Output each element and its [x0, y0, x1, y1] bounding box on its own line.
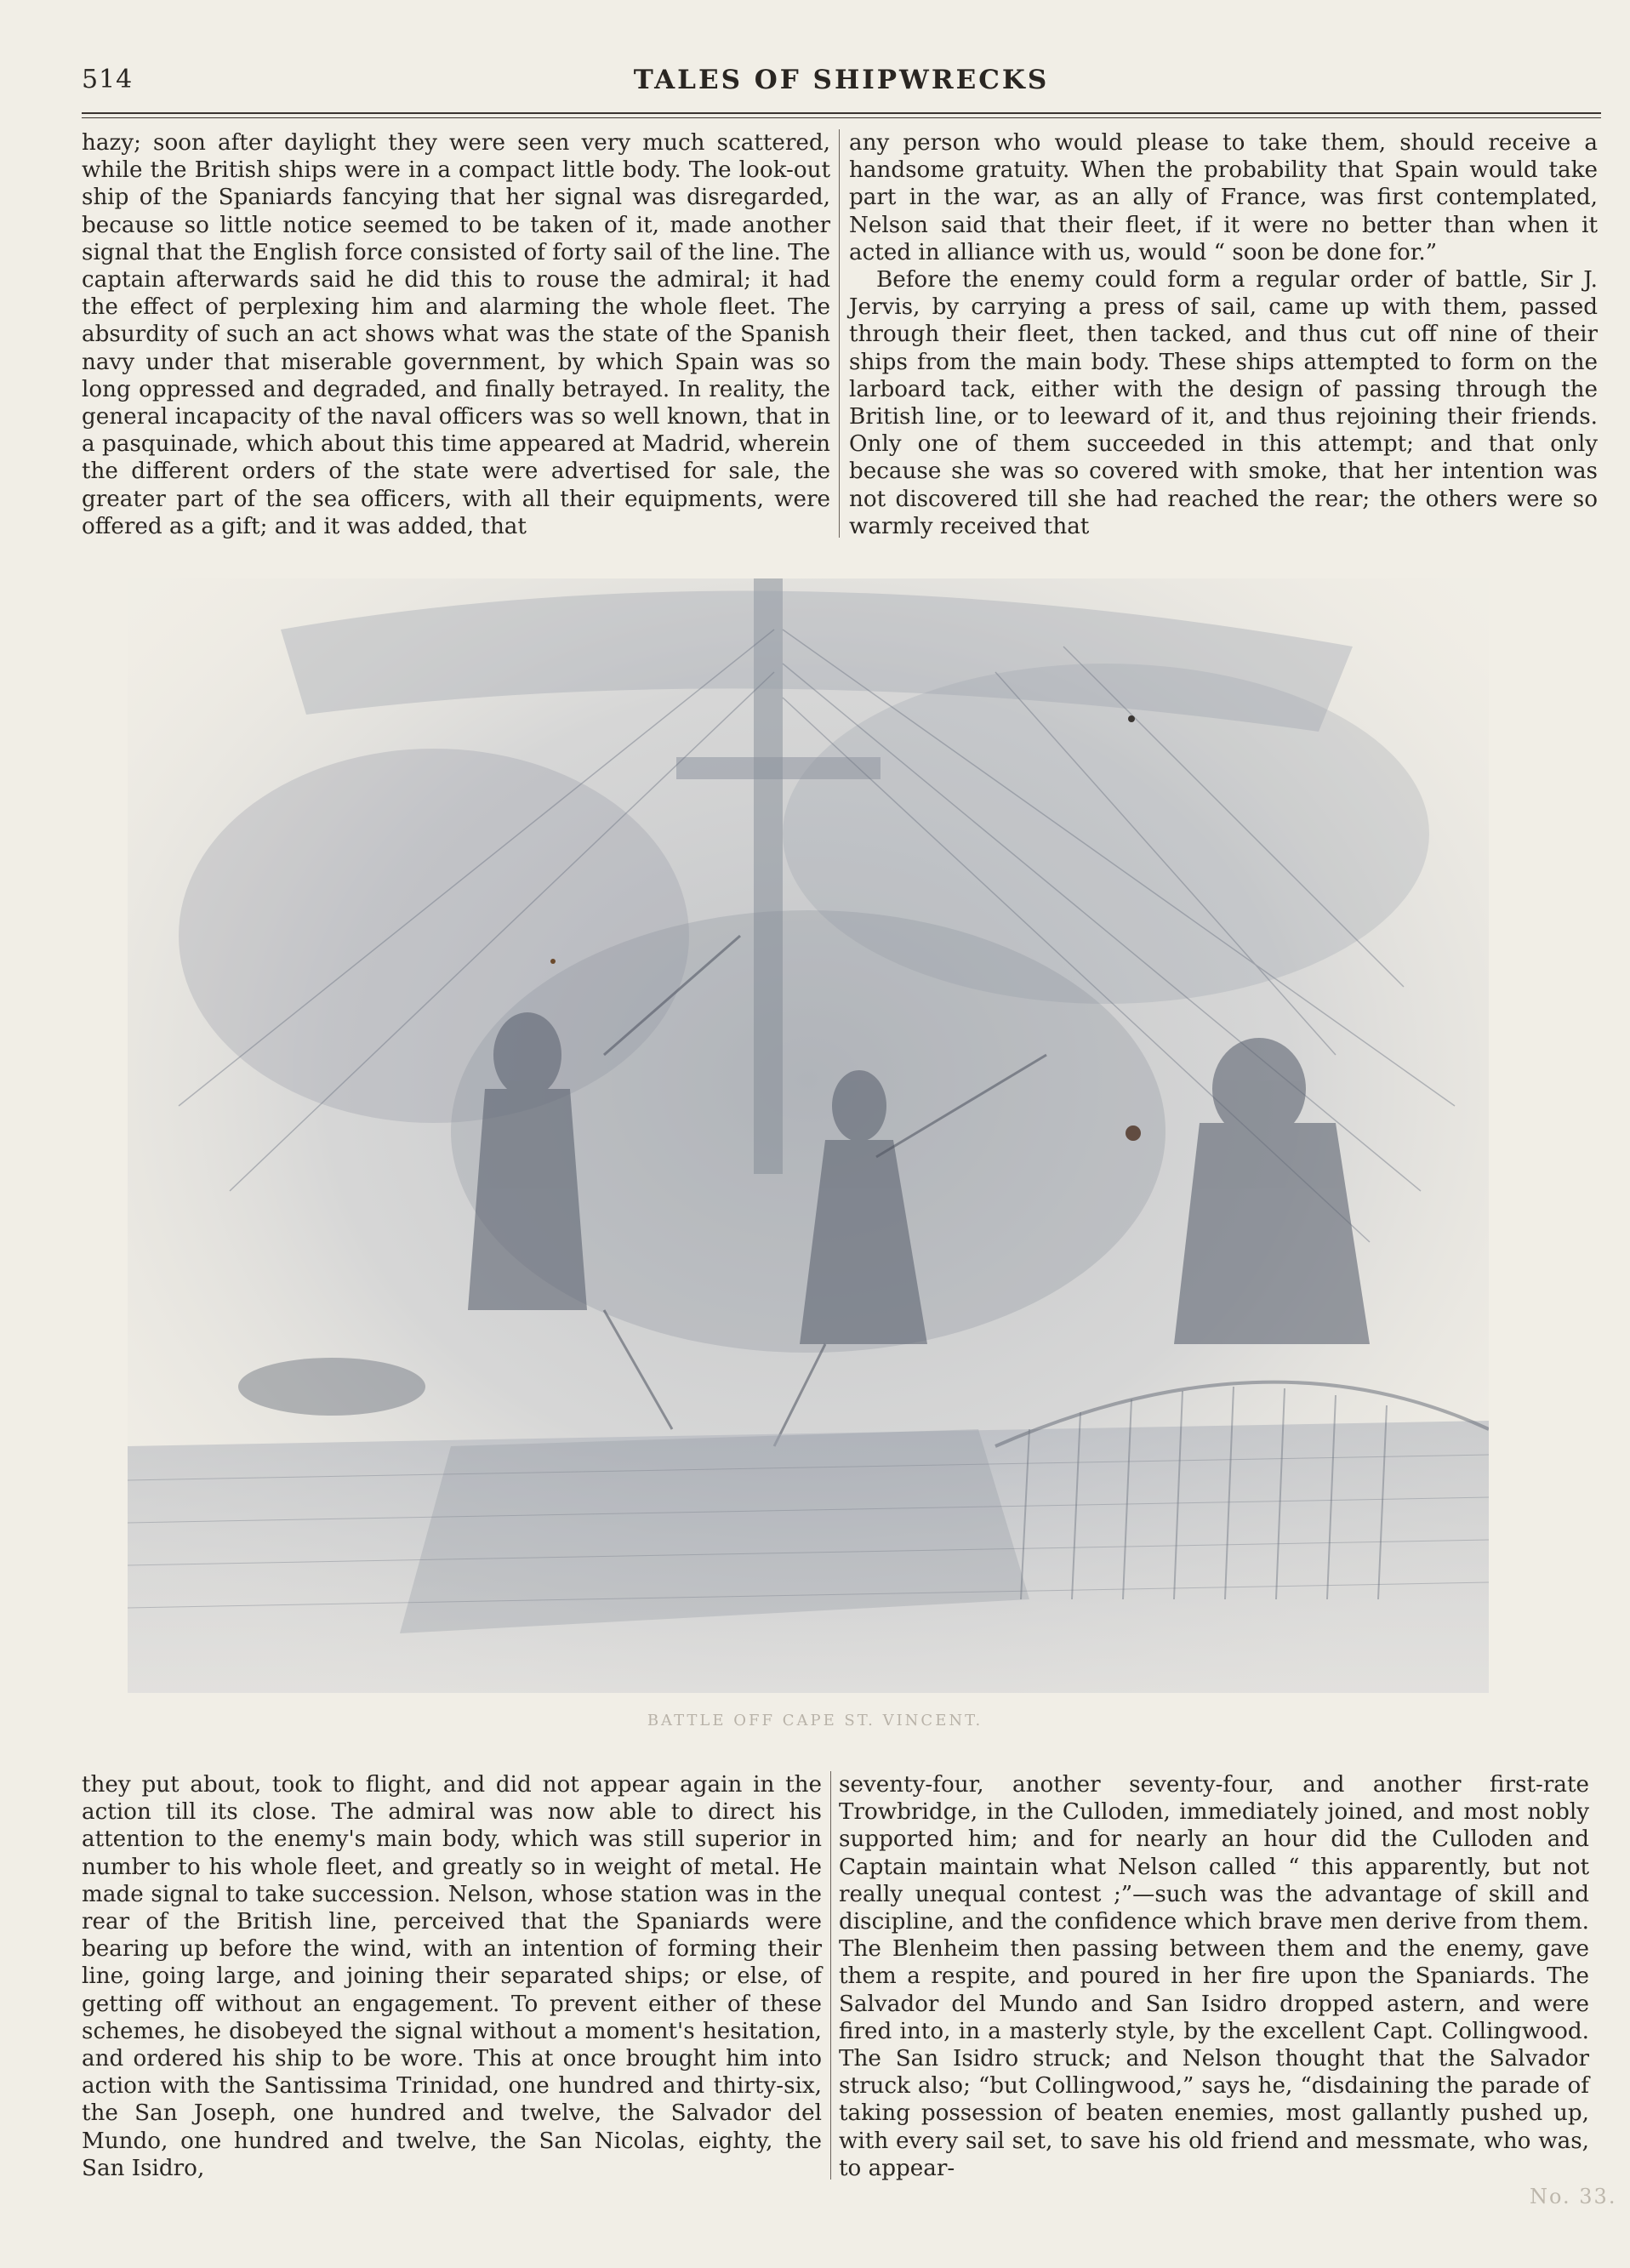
header-rule: [82, 112, 1601, 114]
paragraph: seventy-four, another seventy-four, and another first-rate Trowbridge, in the Culloden, immediately joined, and most nobly supported him; and for nearly an hour did the Culloden and Captain maintain what Nelson called “ this apparently, but not really unequal contest ;”—such was the advantage of skill and discipline, and the confidence which brave men derive from them. The Blenheim then passing between them and the enemy, gave them a respite, and poured in her fire upon the Spaniards. The Salvador del Mundo and San Isidro dropped astern, and were fired into, in a masterly style, by the excellent Capt. Collingwood. The San Isidro struck; and Nelson thought that the Salvador struck also; “but Collingwood,” says he, “disdaining the parade of taking possession of beaten enemies, most gallantly pushed up, with every sail set, to save his old friend and messmate, who was, to appear-: [839, 1772, 1589, 2181]
page-number: 514: [82, 65, 134, 94]
paragraph: hazy; soon after daylight they were seen very much scattered, while the British ships were in a compact little body. The look-out ship of the Spaniards fancying that her signal was disregarded, because so little notice seemed to be taken of it, made another signal that the English force consisted of forty sail of the line. The captain afterwards said he did this to rouse the admiral; it had the effect of perplexing him and alarming the whole fleet. The absurdity of such an act shows what was the state of the Spanish navy under that miserable government, by which Spain was so long oppressed and degraded, and finally betrayed. In reality, the general incapacity of the naval officers was so well known, that in a pasquinade, which about this time appeared at Madrid, wherein the different orders of the state were advertised for sale, the greater part of the sea officers, with all their equipments, were offered as a gift; and it was added, that: [82, 130, 830, 539]
page-header: [82, 60, 1601, 111]
column-divider: [839, 129, 840, 538]
text-column-bottom-left: [82, 1771, 822, 2182]
text-column-top-left: [82, 129, 830, 540]
battle-engraving: [128, 578, 1489, 1693]
running-head: TALES OF SHIPWRECKS: [633, 65, 1050, 95]
paragraph: any person who would please to take them, should receive a handsome gratuity. When the probability that Spain would take part in the war, as an ally of France, was first contemplated, Nelson said that their fleet, if it were no better than when it acted in alliance with us, would “ soon be done for.”: [849, 130, 1598, 265]
column-divider: [830, 1771, 831, 2180]
paragraph: they put about, took to flight, and did not appear again in the action till its close. The admiral was now able to direct his attention to the enemy's main body, which was still superior in number to his whole fleet, and greatly so in weight of metal. He made signal to take succession. Nelson, whose station was in the rear of the British line, perceived that the Spaniards were bearing up before the wind, with an intention of forming their line, going large, and joining their separated ships; or else, of getting off without an engagement. To prevent either of these schemes, he disobeyed the signal without a moment's hesitation, and ordered his ship to be wore. This at once brought him into action with the Santissima Trinidad, one hundred and thirty-six, the San Joseph, one hundred and twelve, the Salvador del Mundo, one hundred and twelve, the San Nicolas, eighty, the San Isidro,: [82, 1772, 822, 2181]
illustration-caption: BATTLE OFF CAPE ST. VINCENT.: [647, 1712, 983, 1729]
text-column-top-right: [849, 129, 1598, 540]
signature-mark: No. 33.: [1530, 2185, 1617, 2208]
header-rule-thin: [82, 117, 1601, 118]
paragraph: Before the enemy could form a regular order of battle, Sir J. Jervis, by carrying a press of sail, came up with them, passed through their fleet, then tacked, and thus cut off nine of their ships from the main body. These ships attempted to form on the larboard tack, either with the design of passing through the British line, or to leeward of it, and thus rejoining their friends. Only one of them succeeded in this attempt; and that only because she was so covered with smoke, that her intention was not discovered till she had reached the rear; the others were so warmly received that: [849, 267, 1598, 539]
text-column-bottom-right: [839, 1771, 1589, 2182]
